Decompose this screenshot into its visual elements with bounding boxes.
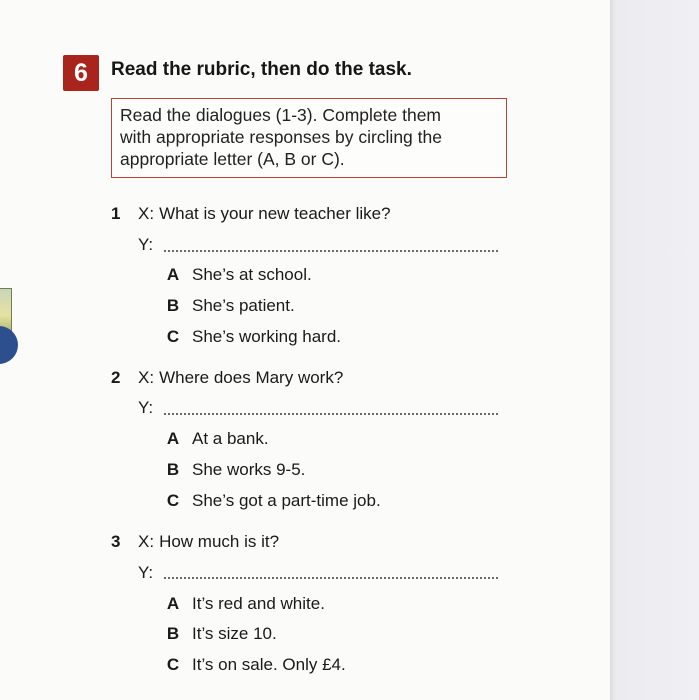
speaker-x: X: [138,368,155,387]
option-letter[interactable]: A [166,429,180,448]
adjacent-circle-edge [0,326,18,364]
dialogue-question [138,532,279,552]
dialogue-question [138,204,391,224]
option-letter[interactable]: A [166,594,180,613]
option-text: She’s at school. [192,265,312,284]
option-text: She’s patient. [192,296,295,315]
option-letter[interactable]: B [166,296,180,315]
speaker-y: Y: [138,563,154,582]
option-text: She works 9-5. [192,460,306,479]
answer-blank[interactable] [164,413,498,415]
option-text: She’s working hard. [192,327,341,346]
option-letter[interactable]: B [166,460,180,479]
speaker-x: X: [138,204,155,223]
speaker-y: Y: [138,235,154,254]
dialogue-question [138,368,343,388]
option-text: It’s on sale. Only £4. [192,655,346,674]
exercise-heading: Read the rubric, then do the task. [111,59,412,80]
dialogue-number: 2 [111,368,121,387]
option-letter[interactable]: B [166,624,180,643]
background-margin [610,0,699,700]
answer-blank[interactable] [164,577,498,579]
option-text: It’s red and white. [192,594,325,613]
speaker-x: X: [138,532,155,551]
option-letter[interactable]: A [166,265,180,284]
answer-blank[interactable] [164,250,498,252]
rubric-box [111,98,507,178]
question-text: How much is it? [159,532,280,551]
option-letter[interactable]: C [166,327,180,346]
question-text: Where does Mary work? [159,368,344,387]
question-text: What is your new teacher like? [159,204,391,223]
rubric-line: Read the dialogues (1-3). Complete them [120,105,442,125]
exercise-number-badge: 6 [63,55,99,91]
option-letter[interactable]: C [166,491,180,510]
dialogue-number: 1 [111,204,121,223]
dialogue-number: 3 [111,532,121,551]
option-text: She’s got a part-time job. [192,491,381,510]
option-letter[interactable]: C [166,655,180,674]
option-text: At a bank. [192,429,269,448]
option-text: It’s size 10. [192,624,277,643]
rubric-line: with appropriate responses by circling the [120,127,442,147]
speaker-y: Y: [138,398,154,417]
rubric-line: appropriate letter (A, B or C). [120,149,345,169]
